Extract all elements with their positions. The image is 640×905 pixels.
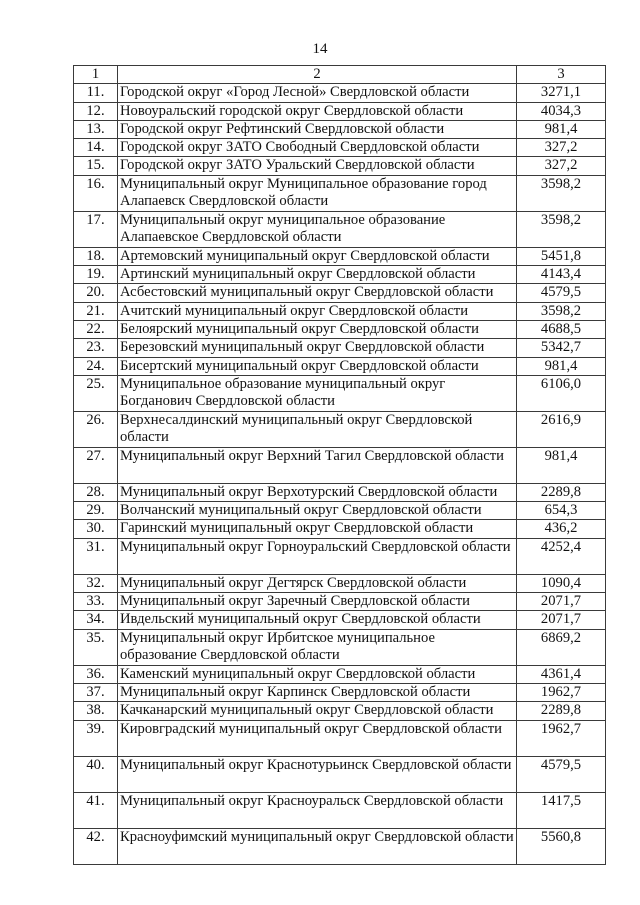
- municipality-name: Волчанский муниципальный округ Свердловской области: [118, 502, 517, 520]
- table-row: [74, 211, 606, 247]
- municipality-name: Муниципальный округ Верхотурский Свердловской области: [118, 483, 517, 501]
- allocation-value: 4143,4: [517, 266, 606, 284]
- municipality-name: Новоуральский городской округ Свердловской области: [118, 102, 517, 120]
- municipality-name: Белоярский муниципальный округ Свердловской области: [118, 320, 517, 338]
- table-row: [74, 574, 606, 592]
- municipality-name: Городской округ ЗАТО Свободный Свердловской области: [118, 139, 517, 157]
- row-number: 15.: [74, 157, 118, 175]
- row-number: 37.: [74, 683, 118, 701]
- municipality-name: Городской округ «Город Лесной» Свердловской области: [118, 84, 517, 102]
- row-number: 42.: [74, 828, 118, 864]
- allocation-value: 3598,2: [517, 175, 606, 211]
- allocation-value: 3598,2: [517, 211, 606, 247]
- municipality-name: Городской округ Рефтинский Свердловской области: [118, 120, 517, 138]
- row-number: 20.: [74, 284, 118, 302]
- row-number: 16.: [74, 175, 118, 211]
- municipality-name: Верхнесалдинский муниципальный округ Свердловской области: [118, 411, 517, 447]
- municipality-name: Городской округ ЗАТО Уральский Свердловской области: [118, 157, 517, 175]
- municipality-name: Кировградский муниципальный округ Свердловской области: [118, 720, 517, 756]
- column-header-2: 2: [118, 66, 517, 84]
- table-row: [74, 266, 606, 284]
- allocation-value: 5342,7: [517, 339, 606, 357]
- allocation-value: 327,2: [517, 157, 606, 175]
- municipality-name: Муниципальный округ Карпинск Свердловской области: [118, 683, 517, 701]
- municipality-name: Муниципальный округ Заречный Свердловской области: [118, 593, 517, 611]
- row-number: 38.: [74, 702, 118, 720]
- municipality-name: Качканарский муниципальный округ Свердловской области: [118, 702, 517, 720]
- table-row: [74, 483, 606, 501]
- table-row: [74, 175, 606, 211]
- table-row: [74, 629, 606, 665]
- row-number: 31.: [74, 538, 118, 574]
- table-row: [74, 792, 606, 828]
- municipality-name: Каменский муниципальный округ Свердловской области: [118, 665, 517, 683]
- table-row: [74, 284, 606, 302]
- table-row: [74, 447, 606, 483]
- row-number: 18.: [74, 247, 118, 265]
- municipal-allocation-table: [73, 65, 606, 865]
- allocation-value: 4579,5: [517, 284, 606, 302]
- municipality-name: Ачитский муниципальный округ Свердловской области: [118, 302, 517, 320]
- municipality-name: Муниципальный округ Красноуральск Свердловской области: [118, 792, 517, 828]
- allocation-value: 436,2: [517, 520, 606, 538]
- municipality-name: Артемовский муниципальный округ Свердловской области: [118, 247, 517, 265]
- allocation-value: 4579,5: [517, 756, 606, 792]
- page-number: 14: [312, 41, 328, 57]
- municipality-name: Бисертский муниципальный округ Свердловской области: [118, 357, 517, 375]
- row-number: 34.: [74, 611, 118, 629]
- allocation-value: 4252,4: [517, 538, 606, 574]
- municipality-name: Березовский муниципальный округ Свердловской области: [118, 339, 517, 357]
- row-number: 24.: [74, 357, 118, 375]
- row-number: 22.: [74, 320, 118, 338]
- row-number: 39.: [74, 720, 118, 756]
- allocation-value: 981,4: [517, 120, 606, 138]
- table-row: [74, 683, 606, 701]
- municipality-name: Муниципальный округ Ирбитское муниципальное образование Свердловской области: [118, 629, 517, 665]
- municipality-name: Красноуфимский муниципальный округ Свердловской области: [118, 828, 517, 864]
- allocation-value: 4688,5: [517, 320, 606, 338]
- column-number-row: [74, 66, 606, 84]
- allocation-value: 1962,7: [517, 720, 606, 756]
- table-row: [74, 102, 606, 120]
- municipality-name: Гаринский муниципальный округ Свердловской области: [118, 520, 517, 538]
- table-row: [74, 247, 606, 265]
- allocation-value: 981,4: [517, 447, 606, 483]
- row-number: 30.: [74, 520, 118, 538]
- table-row: [74, 157, 606, 175]
- allocation-value: 654,3: [517, 502, 606, 520]
- municipality-name: Муниципальный округ Краснотурьинск Свердловской области: [118, 756, 517, 792]
- row-number: 27.: [74, 447, 118, 483]
- municipality-name: Артинский муниципальный округ Свердловской области: [118, 266, 517, 284]
- allocation-value: 2616,9: [517, 411, 606, 447]
- allocation-value: 6869,2: [517, 629, 606, 665]
- row-number: 33.: [74, 593, 118, 611]
- allocation-value: 2071,7: [517, 593, 606, 611]
- allocation-value: 5560,8: [517, 828, 606, 864]
- allocation-value: 4361,4: [517, 665, 606, 683]
- table-row: [74, 665, 606, 683]
- table-body: [74, 84, 606, 864]
- row-number: 21.: [74, 302, 118, 320]
- allocation-value: 3271,1: [517, 84, 606, 102]
- table-row: [74, 339, 606, 357]
- municipality-name: Муниципальное образование муниципальный округ Богданович Свердловской области: [118, 375, 517, 411]
- allocation-value: 2289,8: [517, 702, 606, 720]
- row-number: 32.: [74, 574, 118, 592]
- table-row: [74, 538, 606, 574]
- allocation-value: 3598,2: [517, 302, 606, 320]
- table-row: [74, 411, 606, 447]
- row-number: 26.: [74, 411, 118, 447]
- column-header-1: 1: [74, 66, 118, 84]
- row-number: 14.: [74, 139, 118, 157]
- row-number: 17.: [74, 211, 118, 247]
- municipality-name: Муниципальный округ Верхний Тагил Свердловской области: [118, 447, 517, 483]
- table-row: [74, 702, 606, 720]
- table-row: [74, 756, 606, 792]
- municipality-name: Муниципальный округ муниципальное образование Алапаевское Свердловской области: [118, 211, 517, 247]
- allocation-value: 4034,3: [517, 102, 606, 120]
- allocation-value: 2071,7: [517, 611, 606, 629]
- table-row: [74, 139, 606, 157]
- row-number: 13.: [74, 120, 118, 138]
- municipality-name: Муниципальный округ Горноуральский Свердловской области: [118, 538, 517, 574]
- allocation-value: 1417,5: [517, 792, 606, 828]
- table-row: [74, 720, 606, 756]
- row-number: 40.: [74, 756, 118, 792]
- row-number: 28.: [74, 483, 118, 501]
- table-row: [74, 375, 606, 411]
- allocation-value: 5451,8: [517, 247, 606, 265]
- allocation-value: 327,2: [517, 139, 606, 157]
- row-number: 25.: [74, 375, 118, 411]
- row-number: 36.: [74, 665, 118, 683]
- table-row: [74, 357, 606, 375]
- municipality-name: Ивдельский муниципальный округ Свердловской области: [118, 611, 517, 629]
- allocation-value: 1090,4: [517, 574, 606, 592]
- row-number: 19.: [74, 266, 118, 284]
- allocation-value: 2289,8: [517, 483, 606, 501]
- row-number: 41.: [74, 792, 118, 828]
- table-row: [74, 828, 606, 864]
- allocation-value: 6106,0: [517, 375, 606, 411]
- column-header-3: 3: [517, 66, 606, 84]
- table-row: [74, 520, 606, 538]
- municipality-name: Асбестовский муниципальный округ Свердловской области: [118, 284, 517, 302]
- table-row: [74, 120, 606, 138]
- municipality-name: Муниципальный округ Муниципальное образование город Алапаевск Свердловской области: [118, 175, 517, 211]
- row-number: 12.: [74, 102, 118, 120]
- table-row: [74, 611, 606, 629]
- row-number: 23.: [74, 339, 118, 357]
- row-number: 29.: [74, 502, 118, 520]
- row-number: 11.: [74, 84, 118, 102]
- row-number: 35.: [74, 629, 118, 665]
- table-row: [74, 302, 606, 320]
- allocation-value: 1962,7: [517, 683, 606, 701]
- table-row: [74, 593, 606, 611]
- allocation-value: 981,4: [517, 357, 606, 375]
- table-row: [74, 502, 606, 520]
- table-row: [74, 84, 606, 102]
- table-row: [74, 320, 606, 338]
- municipality-name: Муниципальный округ Дегтярск Свердловской области: [118, 574, 517, 592]
